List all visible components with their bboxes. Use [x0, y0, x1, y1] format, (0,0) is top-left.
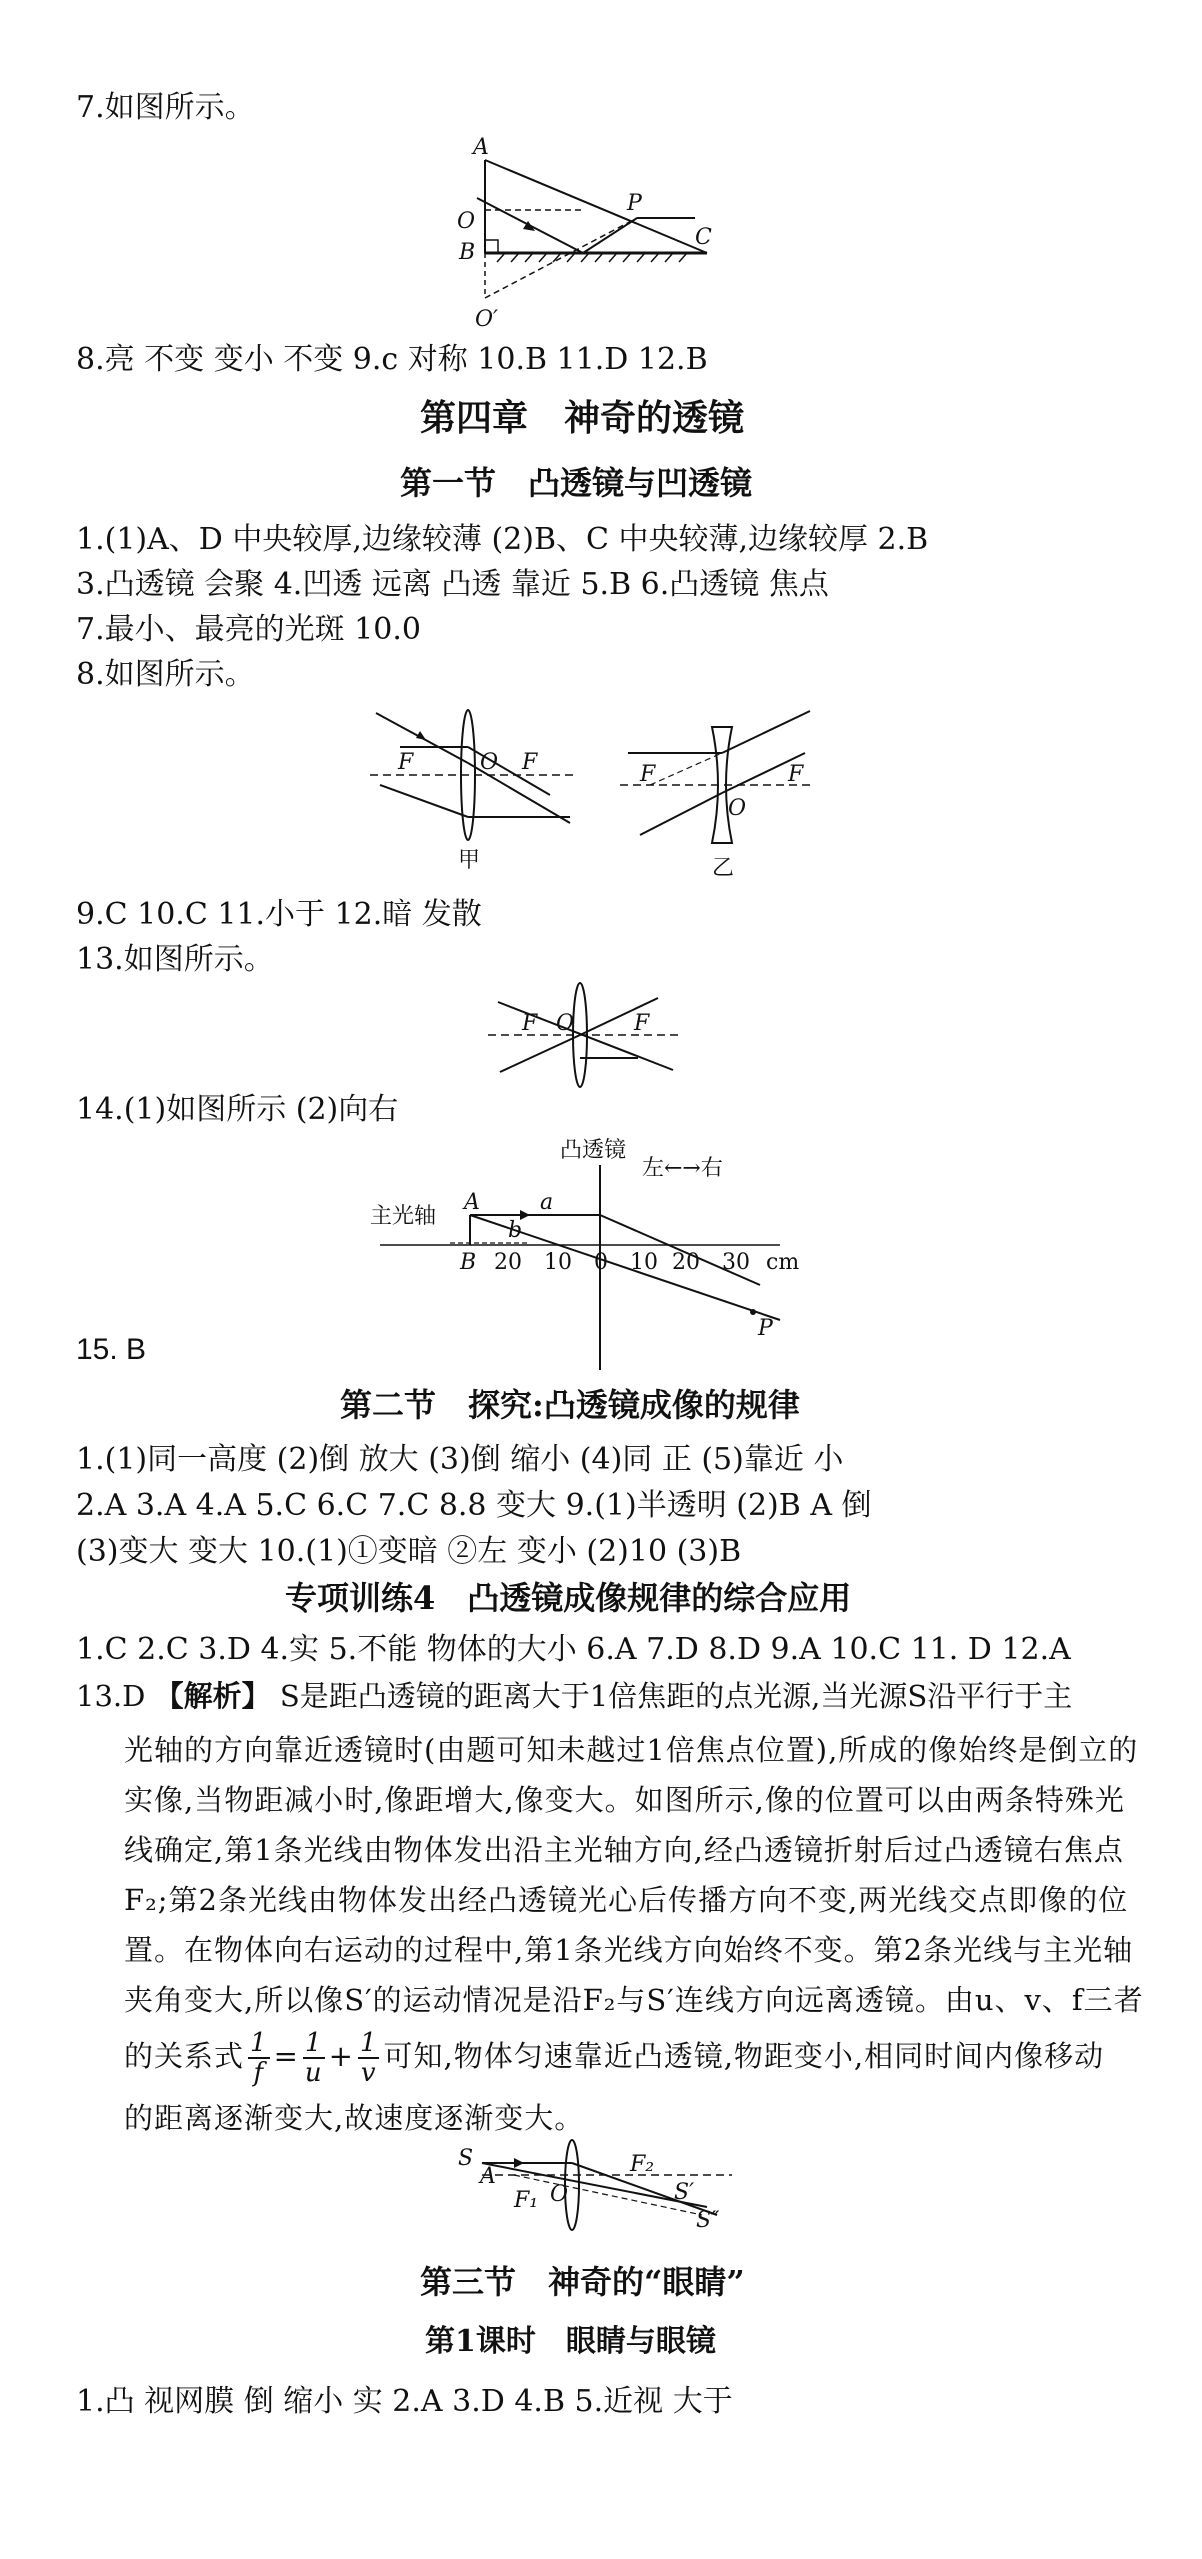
- fig14-direction: 左←→右: [642, 1156, 723, 1181]
- s2-line1: 1.(1)同一高度 (2)倒 放大 (3)倒 缩小 (4)同 正 (5)靠近 小: [76, 1442, 844, 1477]
- s1-line5: 9.C 10.C 11.小于 12.暗 发散: [76, 897, 482, 932]
- fig14-axis-label: 主光轴: [370, 1204, 437, 1229]
- fig8-jia-caption: 甲: [458, 848, 481, 873]
- sp-fig-S-prime: S′: [674, 2180, 695, 2205]
- frac2-den: u: [304, 2058, 323, 2088]
- sp-fig-O: O: [550, 2182, 569, 2207]
- sp-q13-p6: 置。在物体向右运动的过程中,第1条光线方向始终不变。第2条光线与主光轴: [124, 1933, 1134, 1967]
- fig14-tick-10-left: 10: [544, 1250, 572, 1275]
- s1-line8: 15. B: [76, 1333, 147, 1366]
- fig14-b: b: [508, 1218, 523, 1243]
- fig7-label-O-prime: O′: [475, 307, 499, 332]
- sp-fig-F2: F₂: [630, 2152, 655, 2177]
- fig14-B: B: [460, 1250, 477, 1275]
- fig13-F-left: F: [522, 1011, 538, 1036]
- sp-q13-p2: 光轴的方向靠近透镜时(由题可知未越过1倍焦点位置),所成的像始终是倒立的: [124, 1733, 1139, 1767]
- fig14-A: A: [464, 1190, 480, 1215]
- formula-plus: +: [328, 2039, 354, 2073]
- formula-frac-1-f: [248, 2029, 270, 2087]
- sp-q13-p5: F₂;第2条光线由物体发出经凸透镜光心后传播方向不变,两光线交点即像的位: [124, 1883, 1129, 1917]
- frac3-num: 1: [359, 2028, 378, 2058]
- fig14-tick-30-right: 30: [722, 1250, 750, 1275]
- frac1-den: f: [253, 2058, 265, 2088]
- sp-q13-p8-suffix: 可知,物体匀速靠近凸透镜,物距变小,相同时间内像移动: [383, 2039, 1105, 2073]
- fig14-a: a: [540, 1190, 554, 1215]
- fig14-tick-20-right: 20: [672, 1250, 700, 1275]
- sp-q13-p8: [124, 2026, 1174, 2087]
- s1-line4: 8.如图所示。: [76, 657, 255, 692]
- fig14-P: P: [758, 1316, 773, 1341]
- formula-frac-1-u: [303, 2029, 325, 2087]
- section3-title: 第三节 神奇的“眼睛”: [420, 2263, 745, 2301]
- fig8-yi-F-left: F: [640, 762, 656, 787]
- fig7-label-A: A: [473, 135, 489, 160]
- fig8-jia-O: O: [480, 750, 499, 775]
- figure-q14: [360, 1135, 820, 1375]
- sp-q13-first-line: [76, 1676, 1072, 1716]
- s3-line1: 1.凸 视网膜 倒 缩小 实 2.A 3.D 4.B 5.近视 大于: [76, 2384, 733, 2419]
- figure-q7-reflection: [455, 128, 725, 343]
- fig7-label-P: P: [627, 191, 642, 216]
- figure-q8-yi: [620, 705, 820, 885]
- s2-line2: 2.A 3.A 4.A 5.C 6.C 7.C 8.8 变大 9.(1)半透明 (2)B A 倒: [76, 1488, 872, 1523]
- sp-line1: 1.C 2.C 3.D 4.实 5.不能 物体的大小 6.A 7.D 8.D 9.A 10.C 11. D 12.A: [76, 1632, 1071, 1667]
- fig14-unit-cm: cm: [766, 1250, 800, 1275]
- figure-q13: [488, 980, 688, 1090]
- sp-q13-p1: S是距凸透镜的距离大于1倍焦距的点光源,当光源S沿平行于主: [279, 1679, 1073, 1713]
- lesson1-title: 第1课时 眼睛与眼镜: [425, 2324, 716, 2359]
- figure-q8-jia: [370, 705, 580, 885]
- special-training-title: 专项训练4 凸透镜成像规律的综合应用: [285, 1579, 852, 1617]
- fig7-label-C: C: [695, 225, 712, 250]
- fig14-lens-label: 凸透镜: [560, 1138, 627, 1163]
- fig7-label-B: B: [459, 240, 476, 265]
- s1-line2: 3.凸透镜 会聚 4.凹透 远离 凸透 靠近 5.B 6.凸透镜 焦点: [76, 567, 829, 602]
- fig8-yi-caption: 乙: [712, 856, 735, 881]
- fig14-tick-10-right: 10: [630, 1250, 658, 1275]
- q8-12-text: 8.亮 不变 变小 不变 9.c 对称 10.B 11.D 12.B: [76, 342, 708, 377]
- fig14-tick-20-left: 20: [494, 1250, 522, 1275]
- s2-line3: (3)变大 变大 10.(1)①变暗 ②左 变小 (2)10 (3)B: [76, 1534, 742, 1569]
- sp-q13-p8-prefix: 的关系式: [124, 2039, 245, 2073]
- sp-q13-analysis-tag: 【解析】: [154, 1679, 271, 1713]
- sp-fig-S: S: [458, 2146, 474, 2171]
- formula-frac-1-v: [358, 2029, 380, 2087]
- fig14-tick-0: 0: [594, 1250, 608, 1275]
- sp-fig-A: A: [480, 2164, 496, 2189]
- figure-special-q13: [452, 2135, 752, 2235]
- q7-text: 7.如图所示。: [76, 90, 255, 125]
- s1-line6: 13.如图所示。: [76, 942, 274, 977]
- fig13-O: O: [556, 1011, 575, 1036]
- s1-line1: 1.(1)A、D 中央较厚,边缘较薄 (2)B、C 中央较薄,边缘较厚 2.B: [76, 522, 929, 557]
- frac2-num: 1: [303, 2029, 325, 2059]
- sp-q13-p9: 的距离逐渐变大,故速度逐渐变大。: [124, 2101, 585, 2135]
- formula-equals: =: [273, 2039, 299, 2073]
- chapter-title: 第四章 神奇的透镜: [420, 397, 745, 439]
- fig7-label-O: O: [457, 209, 476, 234]
- fig8-jia-F-left: F: [398, 750, 414, 775]
- fig13-F-right: F: [634, 1011, 650, 1036]
- sp-fig-S-double-prime: S″: [696, 2208, 720, 2233]
- fig8-jia-F-right: F: [522, 750, 538, 775]
- section1-title: 第一节 凸透镜与凹透镜: [400, 464, 753, 502]
- sp-q13-answer: 13.D: [76, 1679, 146, 1713]
- sp-q13-p3: 实像,当物距减小时,像距增大,像变大。如图所示,像的位置可以由两条特殊光: [124, 1783, 1125, 1817]
- fig8-yi-O: O: [728, 796, 747, 821]
- section2-title: 第二节 探究:凸透镜成像的规律: [340, 1386, 800, 1424]
- frac3-den: v: [360, 2058, 377, 2088]
- s1-line3: 7.最小、最亮的光斑 10.0: [76, 612, 421, 647]
- frac1-num: 1: [250, 2028, 268, 2058]
- sp-q13-p7: 夹角变大,所以像S′的运动情况是沿F₂与S′连线方向远离透镜。由u、v、f三者: [124, 1983, 1144, 2017]
- sp-q13-p4: 线确定,第1条光线由物体发出沿主光轴方向,经凸透镜折射后过凸透镜右焦点: [124, 1833, 1124, 1867]
- s1-line7: 14.(1)如图所示 (2)向右: [76, 1092, 399, 1127]
- fig8-yi-F-right: F: [788, 762, 804, 787]
- sp-fig-F1: F₁: [514, 2188, 539, 2213]
